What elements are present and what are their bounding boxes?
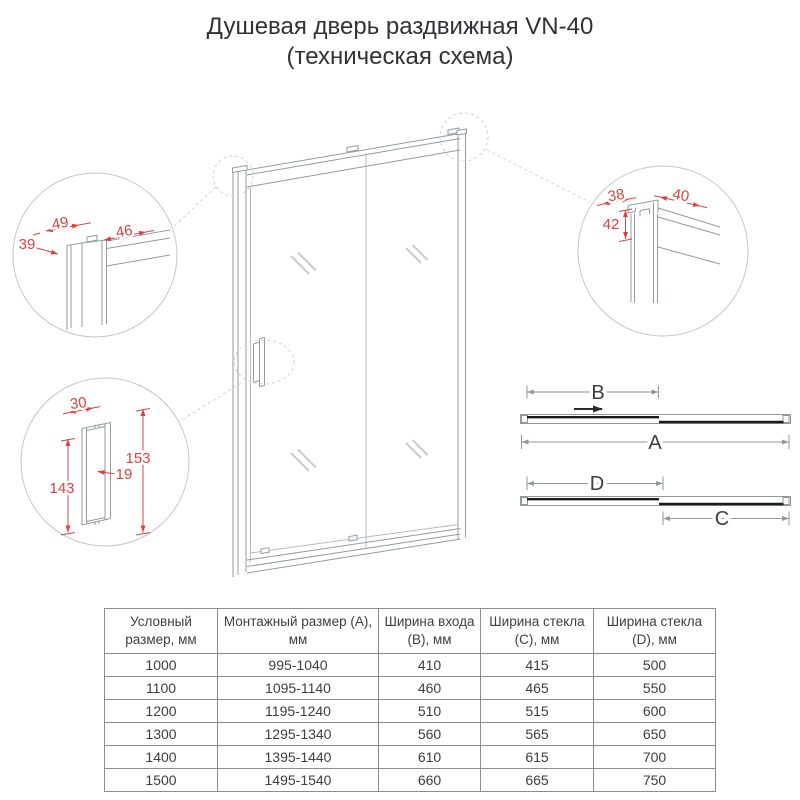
table-row: [105, 700, 716, 723]
dim-46: 46: [114, 221, 134, 242]
dim-40: 40: [671, 185, 691, 206]
cell: 750: [594, 769, 716, 792]
table-row: [105, 746, 716, 769]
cell: 1195-1240: [218, 700, 379, 723]
schematic-label-c: C: [714, 508, 730, 530]
cell: 615: [481, 746, 594, 769]
dim-30: 30: [68, 393, 88, 414]
schematic-label-a: A: [648, 432, 662, 454]
cell: 515: [481, 700, 594, 723]
size-table: [104, 608, 716, 792]
table-row: [105, 654, 716, 677]
table-row: [105, 677, 716, 700]
technical-diagram: [0, 85, 800, 605]
plan-schematic: [521, 382, 791, 530]
door-handle: [254, 338, 265, 387]
title-line-2: (техническая схема): [286, 43, 514, 70]
cell: 1395-1440: [218, 746, 379, 769]
cell: 1500: [105, 769, 218, 792]
cell: 1295-1340: [218, 723, 379, 746]
cell: 460: [379, 677, 481, 700]
door-drawing: [233, 128, 467, 577]
page-title: [0, 12, 800, 72]
schematic-label-d: D: [589, 473, 605, 495]
cell: 995-1040: [218, 654, 379, 677]
cell: 410: [379, 654, 481, 677]
col-header-glass-width-d: Ширина стекла (D), мм: [594, 609, 716, 654]
cell: 1095-1140: [218, 677, 379, 700]
cell: 510: [379, 700, 481, 723]
detail-top-right-corner: [578, 166, 748, 336]
glass-reflection-marks: [291, 245, 428, 471]
cell: 660: [379, 769, 481, 792]
cell: 415: [481, 654, 594, 677]
table-row: [105, 723, 716, 746]
detail-top-left-corner: [13, 173, 177, 337]
dim-19: 19: [115, 466, 133, 483]
dim-143: 143: [49, 480, 75, 497]
cell: 550: [594, 677, 716, 700]
cell: 500: [594, 654, 716, 677]
dim-153: 153: [125, 450, 151, 467]
table-row: [105, 769, 716, 792]
col-header-glass-width-c: Ширина стекла (C), мм: [481, 609, 594, 654]
dim-38: 38: [606, 185, 626, 206]
cell: 650: [594, 723, 716, 746]
detail-handle: [21, 378, 189, 546]
dim-39: 39: [18, 236, 36, 253]
schematic-label-b: B: [591, 382, 605, 404]
cell: 465: [481, 677, 594, 700]
dim-49: 49: [50, 213, 70, 234]
cell: 610: [379, 746, 481, 769]
cell: 1100: [105, 677, 218, 700]
cell: 1495-1540: [218, 769, 379, 792]
col-header-nominal-size: Условный размер, мм: [105, 609, 218, 654]
cell: 665: [481, 769, 594, 792]
cell: 600: [594, 700, 716, 723]
table-header-row: [105, 609, 716, 654]
cell: 1400: [105, 746, 218, 769]
title-line-1: Душевая дверь раздвижная VN-40: [206, 13, 594, 40]
cell: 565: [481, 723, 594, 746]
cell: 560: [379, 723, 481, 746]
cell: 1300: [105, 723, 218, 746]
dim-42: 42: [602, 216, 620, 233]
col-header-entry-width-b: Ширина входа (B), мм: [379, 609, 481, 654]
cell: 1000: [105, 654, 218, 677]
col-header-mounting-size-a: Монтажный размер (A), мм: [218, 609, 379, 654]
cell: 700: [594, 746, 716, 769]
cell: 1200: [105, 700, 218, 723]
